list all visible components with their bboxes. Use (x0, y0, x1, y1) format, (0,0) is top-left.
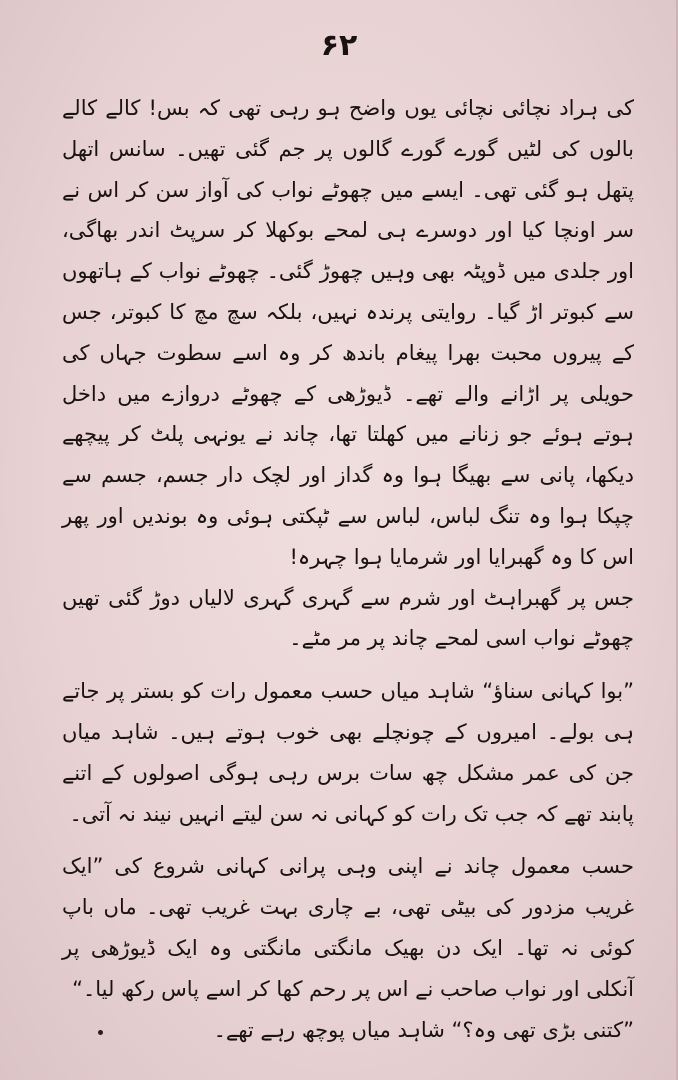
paragraph: ”بوا کہانی سناؤ“ شاہد میاں حسب معمول رات کو بستر پر جاتے ہی بولے۔ امیروں کے چونچلے بھی خوب ہوتے ہیں۔ شاہد میاں جن کی عمر مشکل چھ سات برس رہی ہوگی اصولوں کے اتنے پابند تھے کہ جب تک رات کو کہانی نہ سن لیتے انہیں نیند نہ آتی۔ (62, 679, 634, 826)
paragraph: جس پر گھبراہٹ اور شرم سے گہری گہری لالیاں دوڑ گئی تھیں چھوٹے نواب اسی لمحے چاند پر مر مٹے۔ (62, 585, 634, 651)
page-body-text (62, 88, 634, 1050)
paragraph: کی ہراد نچائی نچائی یوں واضح ہو رہی تھی کہ بس! کالے کالے بالوں کی لٹیں گورے گورے گالوں پر جم گئی تھیں۔ سانس اتھل پتھل ہو گئی تھی۔ ایسے میں چھوٹے نواب کی آواز سن کر اس نے سر اونچا کیا اور دوسرے ہی لمحے بوکھلا کر سرپٹ اندر بھاگی، اور جلدی میں ڈوپٹہ بھی وہیں چھوڑ گئی۔ چھوٹے نواب کے ہاتھوں سے کبوتر اڑ گیا۔ روایتی پرندہ نہیں، بلکہ سچ مچ کا کبوتر، جس کے پیروں محبت بھرا پیغام باندھ کر وہ اسے سطوت جہاں کی حویلی پر اڑانے والے تھے۔ ڈیوڑھی کے چھوٹے دروازے میں داخل ہوتے ہوئے جو زنانے میں کھلتا تھا، چاند نے یونہی پلٹ کر پیچھے دیکھا، پانی سے بھیگا ہوا وہ گداز اور لچک دار جسم، جسم سے چپکا ہوا وہ تنگ لباس، لباس سے ٹپکتی ہوئی وہ بوندیں اور پھر اس کا وہ گھبرایا اور شرمایا ہوا چہرہ! (62, 96, 634, 569)
paragraph: حسب معمول چاند نے اپنی وہی پرانی کہانی شروع کی ”ایک غریب مزدور کی بیٹی تھی، بے چاری بہت غریب تھی۔ ماں باپ کوئی نہ تھا۔ ایک دن بھیک مانگتی مانگتی وہ ایک ڈیوڑھی پر آنکلی اور نواب صاحب نے اس پر رحم کھا کر اسے پاس رکھ لیا۔“ (62, 854, 634, 1001)
page-number: ۶۲ (320, 28, 358, 63)
ink-dot-mark (98, 1030, 103, 1035)
paragraph: ”کتنی بڑی تھی وہ؟“ شاہد میاں پوچھ رہے تھے۔ (213, 1017, 634, 1042)
